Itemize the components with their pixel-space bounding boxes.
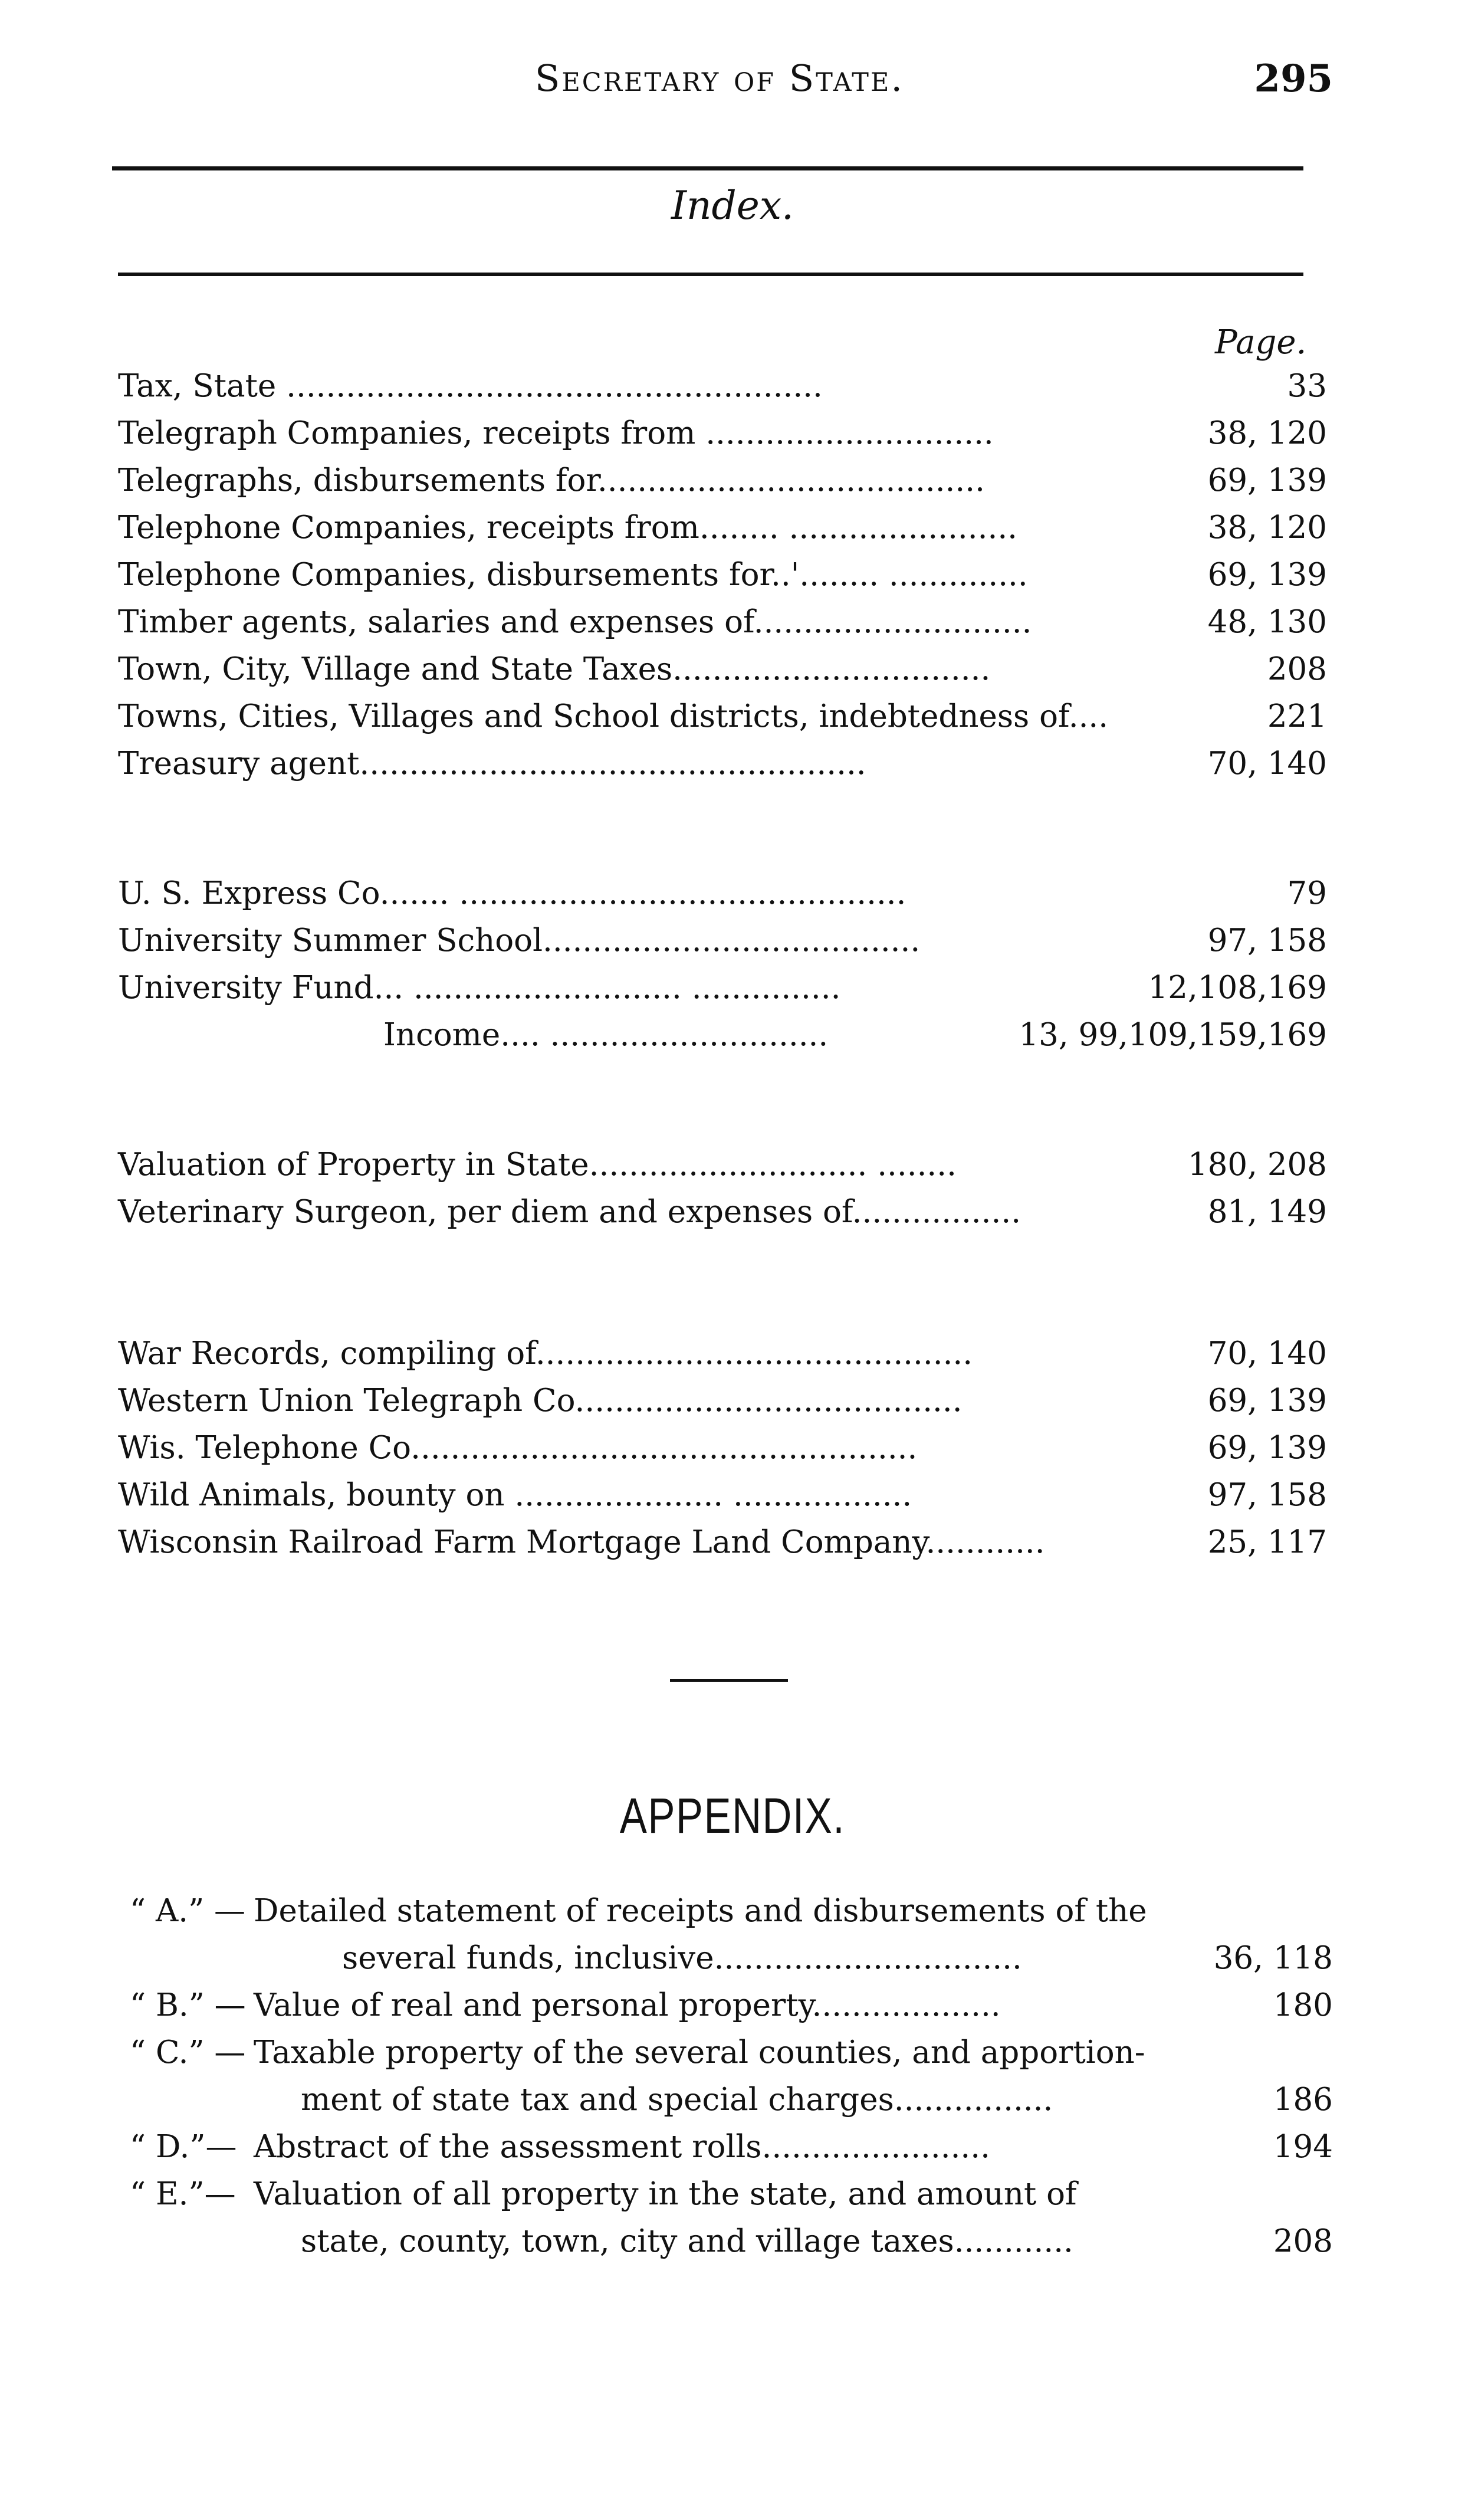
entry-name: Telegraphs, disbursements for....................................... (118, 462, 985, 498)
entry-name: Wild Animals, bounty on ..................... .................. (118, 1477, 912, 1513)
entry-name: Town, City, Village and State Taxes................................ (118, 651, 991, 687)
appendix-text: Taxable property of the several counties, and apportion- (254, 2035, 1145, 2071)
entry-name: Towns, Cities, Villages and School districts, indebtedness of.... (118, 698, 1109, 734)
entry-pages: 97, 158 (1207, 1477, 1327, 1513)
page-column-label: Page. (1215, 323, 1307, 362)
index-entry (118, 1377, 1327, 1425)
entry-name: Timber agents, salaries and expenses of............................ (118, 604, 1032, 640)
index-entry (118, 1472, 1327, 1519)
entry-pages: 69, 139 (1207, 557, 1327, 593)
index-entry (118, 740, 1327, 788)
entry-name: University Summer School...................................... (118, 923, 921, 959)
appendix-item-e-cont (130, 2218, 1333, 2265)
index-entry (118, 363, 1327, 410)
entry-pages: 79 (1287, 875, 1327, 911)
entry-name: Telephone Companies, disbursements for..'........ .............. (118, 557, 1028, 593)
entry-name: Wis. Telephone Co................................................... (118, 1430, 918, 1466)
index-entry (118, 552, 1327, 599)
appendix-item-a (130, 1888, 1333, 1935)
appendix-text: Value of real and personal property................... (254, 1987, 1001, 2023)
entry-pages: 180, 208 (1187, 1147, 1327, 1183)
entry-name: U. S. Express Co....... ............................................. (118, 875, 906, 911)
index-entry (118, 917, 1327, 964)
entry-pages: 69, 139 (1207, 1430, 1327, 1466)
index-group-w (118, 1330, 1327, 1566)
appendix-label: “ D.”— (130, 2129, 237, 2165)
entry-pages: 12,108,169 (1148, 970, 1327, 1006)
entry-name: Wisconsin Railroad Farm Mortgage Land Company............ (118, 1524, 1045, 1560)
entry-name: Veterinary Surgeon, per diem and expenses of................. (118, 1194, 1021, 1230)
appendix-item-c-cont (130, 2076, 1333, 2124)
index-group-v (118, 1141, 1327, 1236)
appendix-pages: 36, 118 (1213, 1940, 1333, 1976)
entry-pages: 70, 140 (1207, 746, 1327, 782)
appendix-text: Valuation of all property in the state, and amount of (254, 2176, 1077, 2212)
entry-pages: 69, 139 (1207, 462, 1327, 498)
index-entry (118, 599, 1327, 646)
appendix-text: ment of state tax and special charges................ (301, 2082, 1053, 2118)
entry-name: Income.... ............................ (383, 1017, 829, 1053)
entry-pages: 69, 139 (1207, 1383, 1327, 1419)
appendix-text: Abstract of the assessment rolls....................... (254, 2129, 990, 2165)
appendix-pages: 194 (1273, 2129, 1333, 2165)
index-entry (118, 457, 1327, 504)
entry-pages: 48, 130 (1207, 604, 1327, 640)
index-entry (118, 693, 1327, 740)
index-entry (118, 1330, 1327, 1377)
appendix-pages: 180 (1273, 1987, 1333, 2023)
appendix-label: “ C.” — (130, 2035, 246, 2071)
appendix-label: “ B.” — (130, 1987, 246, 2023)
entry-pages: 33 (1287, 368, 1327, 404)
index-group-t (118, 363, 1327, 788)
appendix-item-b (130, 1982, 1333, 2029)
running-head (106, 57, 1333, 110)
entry-pages: 38, 120 (1207, 415, 1327, 451)
entry-pages: 25, 117 (1207, 1524, 1327, 1560)
entry-name: Telegraph Companies, receipts from ............................. (118, 415, 994, 451)
index-entry (118, 1425, 1327, 1472)
appendix-heading: APPENDIX. (619, 1788, 846, 1843)
entry-pages: 208 (1267, 651, 1327, 687)
entry-pages: 97, 158 (1207, 923, 1327, 959)
section-divider (670, 1679, 788, 1682)
appendix-item-d (130, 2124, 1333, 2171)
entry-name: Tax, State ...................................................... (118, 368, 823, 404)
running-title: Secretary of State. (534, 57, 905, 100)
index-subentry (118, 1012, 1327, 1059)
index-rule (118, 273, 1303, 276)
index-entry (118, 1141, 1327, 1189)
index-entry (118, 1519, 1327, 1566)
appendix-item-a-cont (130, 1935, 1333, 1982)
index-entry (118, 646, 1327, 693)
page-number: 295 (1254, 57, 1333, 101)
entry-pages: 81, 149 (1207, 1194, 1327, 1230)
index-entry (118, 504, 1327, 552)
entry-name: Treasury agent................................................... (118, 746, 866, 782)
entry-name: University Fund... ........................... ............... (118, 970, 841, 1006)
index-entry (118, 1189, 1327, 1236)
index-entry (118, 870, 1327, 917)
appendix-list (130, 1888, 1333, 2265)
appendix-item-c (130, 2029, 1333, 2076)
entry-pages: 70, 140 (1207, 1336, 1327, 1371)
entry-pages: 13, 99,109,159,169 (1019, 1017, 1327, 1053)
index-heading: Index. (671, 183, 794, 228)
appendix-pages: 208 (1273, 2223, 1333, 2259)
entry-name: Western Union Telegraph Co....................................... (118, 1383, 963, 1419)
appendix-item-e (130, 2171, 1333, 2218)
appendix-label: “ E.”— (130, 2176, 236, 2212)
entry-name: War Records, compiling of............................................ (118, 1336, 973, 1371)
entry-pages: 38, 120 (1207, 510, 1327, 546)
index-entry (118, 964, 1327, 1012)
appendix-pages: 186 (1273, 2082, 1333, 2118)
appendix-label: “ A.” — (130, 1893, 246, 1929)
top-rule (112, 166, 1303, 170)
appendix-text: Detailed statement of receipts and disbursements of the (254, 1893, 1147, 1929)
appendix-text: state, county, town, city and village taxes............ (301, 2223, 1073, 2259)
entry-pages: 221 (1267, 698, 1327, 734)
index-entry (118, 410, 1327, 457)
appendix-text: several funds, inclusive............................... (342, 1940, 1022, 1976)
entry-name: Telephone Companies, receipts from........ ....................... (118, 510, 1018, 546)
entry-name: Valuation of Property in State............................ ........ (118, 1147, 957, 1183)
index-group-u (118, 870, 1327, 1059)
